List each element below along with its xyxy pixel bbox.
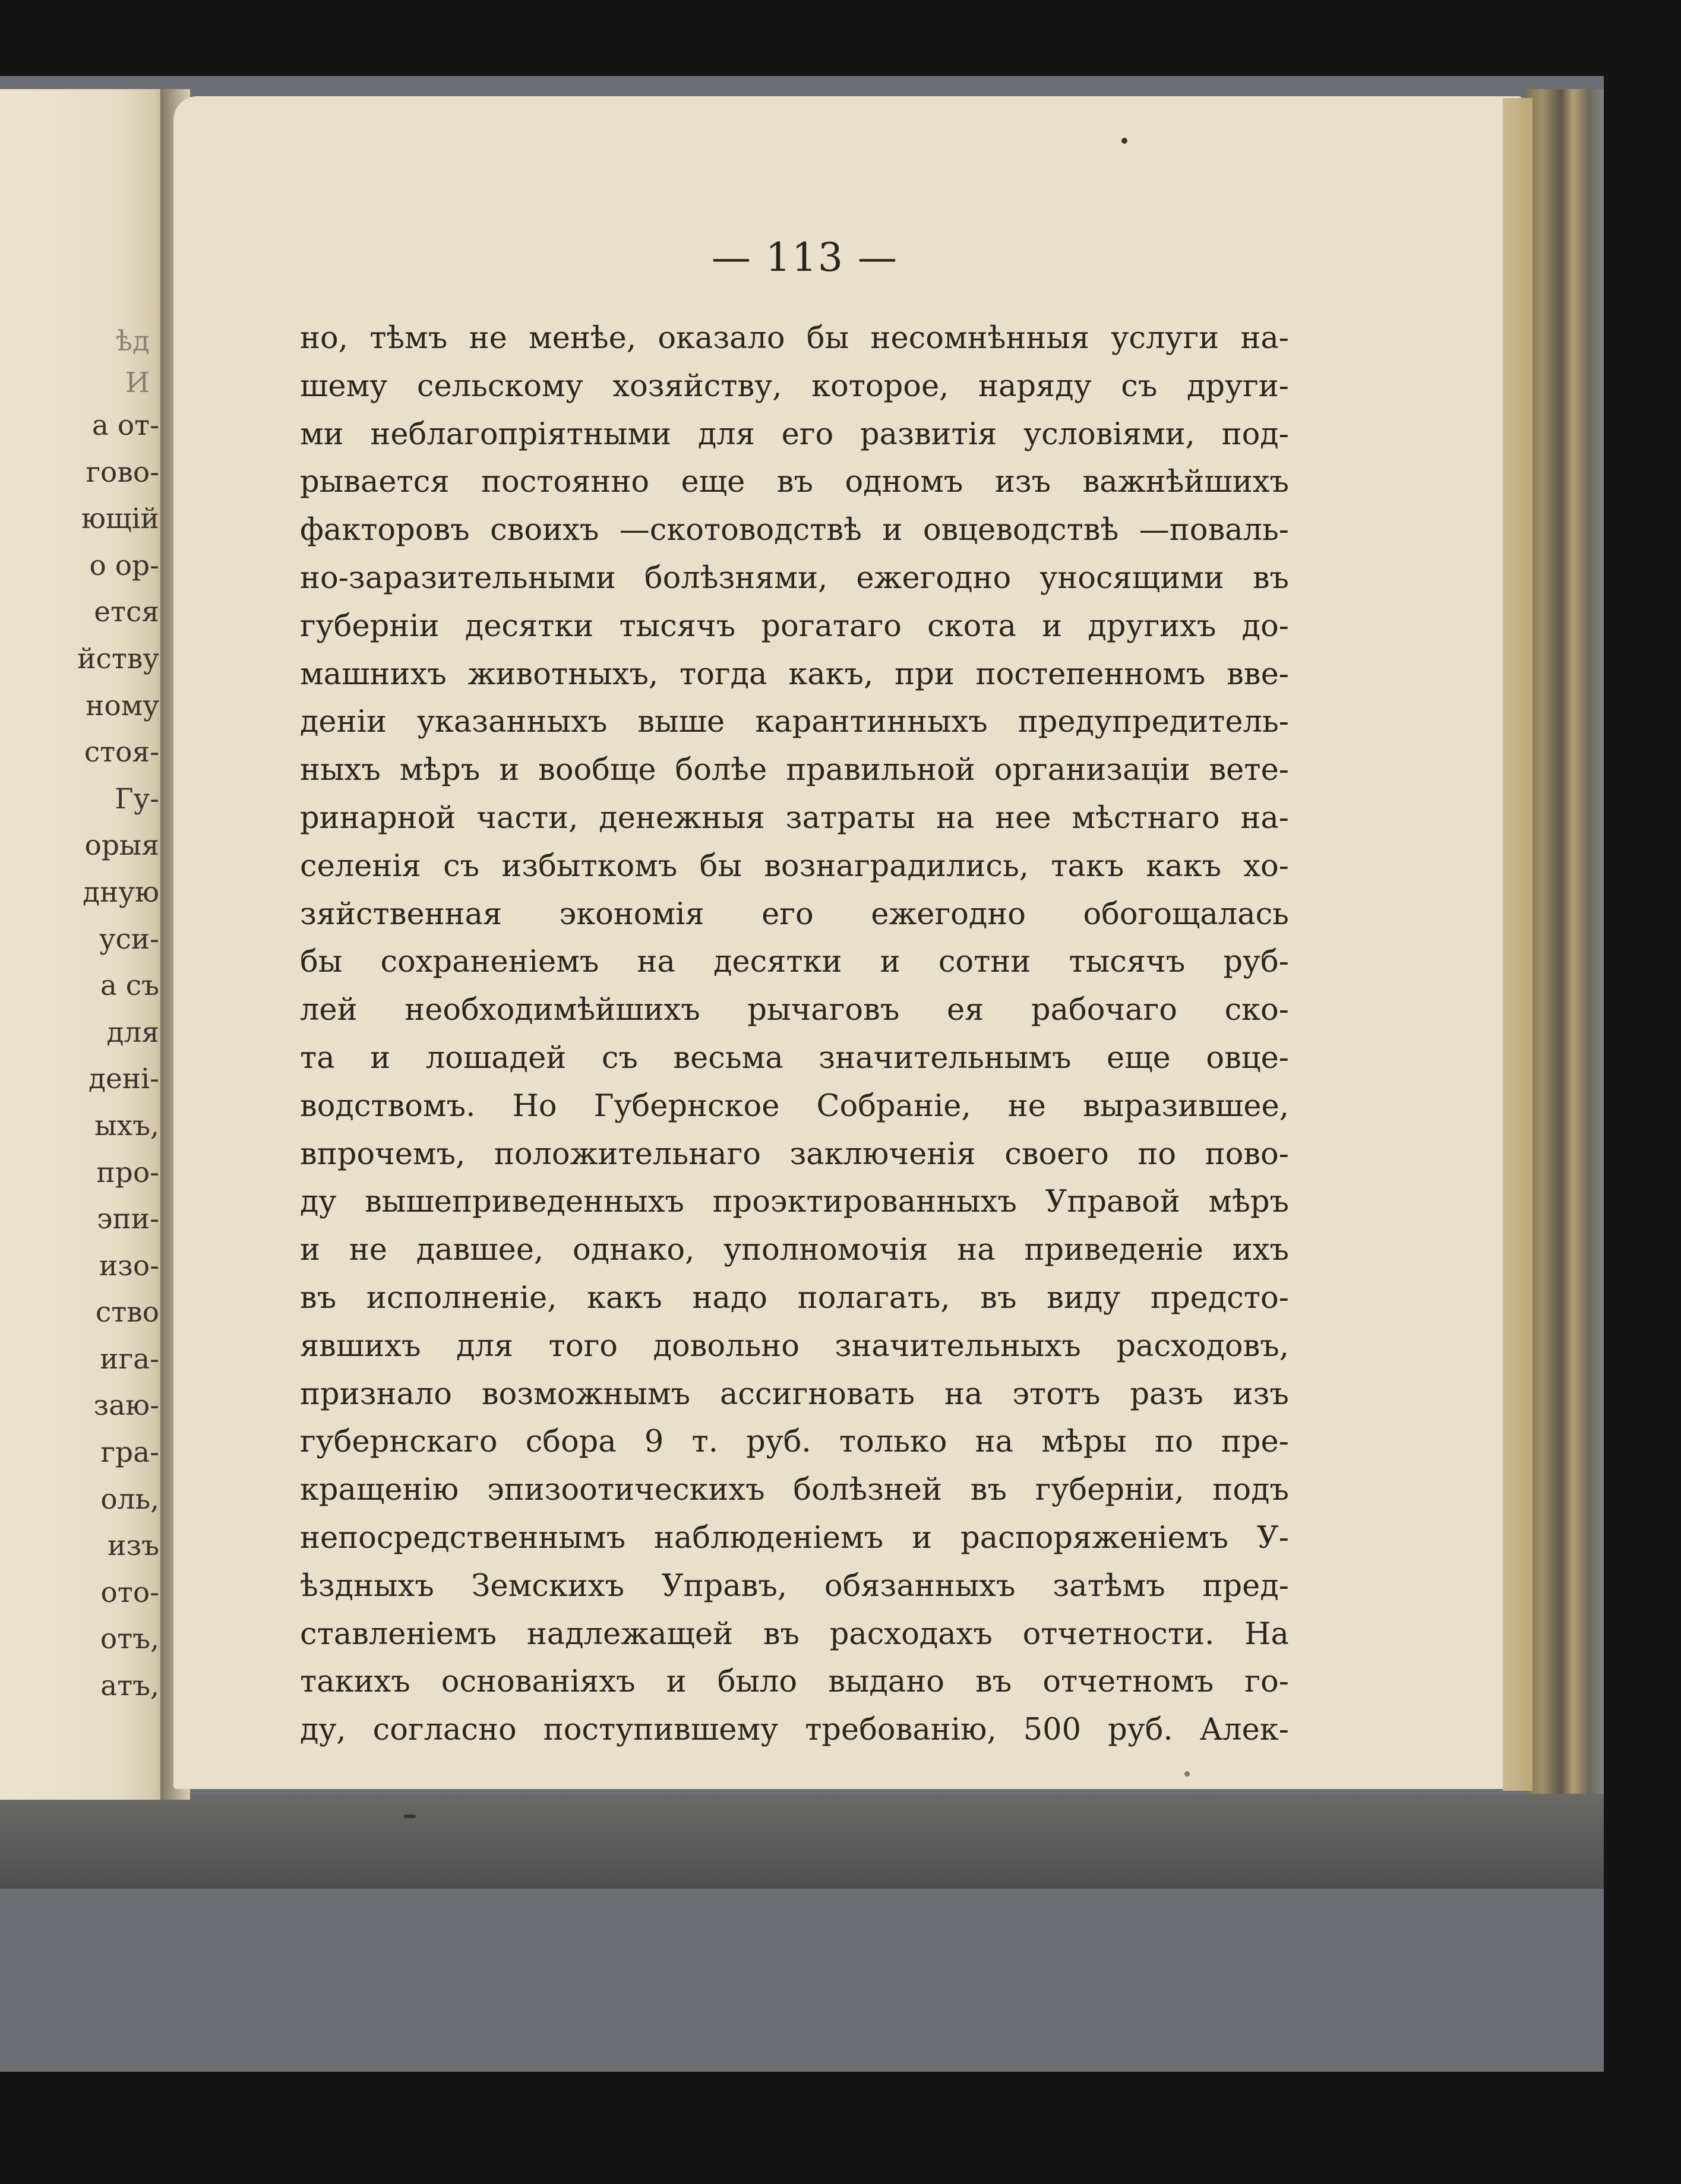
left-page-line: эпи- [97, 1203, 159, 1236]
left-page-line: ство [95, 1296, 159, 1329]
text-line [300, 1131, 1289, 1179]
word: важнѣйшихъ [1082, 464, 1289, 500]
word: расходовъ, [1116, 1328, 1289, 1364]
word: какъ, [788, 656, 874, 692]
word: болѣе [675, 753, 767, 788]
word: согласно [372, 1712, 517, 1748]
word: для [456, 1328, 514, 1364]
word: признало [300, 1376, 452, 1412]
left-page-line: дені- [89, 1063, 159, 1096]
word: овцеводствѣ [922, 513, 1119, 548]
word: возможнымъ [481, 1376, 691, 1412]
word: въ [970, 1472, 1007, 1508]
word: какъ [587, 1280, 662, 1316]
word: вве- [1227, 656, 1289, 692]
word: подъ [1212, 1472, 1289, 1508]
word: губерніи [300, 608, 440, 644]
word: въ [763, 1616, 800, 1652]
word: хозяйству, [612, 368, 782, 404]
word: обязанныхъ [824, 1568, 1016, 1604]
text-line [300, 1083, 1289, 1131]
word: приведеніе [1024, 1232, 1203, 1268]
word: ея [946, 993, 984, 1028]
word: Но [512, 1088, 557, 1124]
word: при [895, 656, 955, 692]
left-page-line: а съ [100, 969, 159, 1003]
word: тѣмъ [369, 321, 448, 356]
text-line [300, 1515, 1289, 1563]
word: одномъ [845, 464, 963, 500]
word: сохраненіемъ [380, 944, 599, 980]
word: рычаговъ [747, 993, 900, 1028]
word: наряду [978, 368, 1092, 404]
word: выдано [828, 1664, 945, 1700]
word: постепенномъ [975, 656, 1206, 692]
word: болѣзнями, [644, 560, 828, 596]
text-line [300, 603, 1289, 651]
word: и [882, 513, 903, 548]
word: на- [1240, 321, 1289, 356]
word: его [781, 416, 834, 452]
word: непосредственнымъ [300, 1520, 626, 1556]
word: деніи [300, 704, 387, 740]
word: услуги [1111, 321, 1219, 356]
word: На [1244, 1616, 1289, 1652]
word: организаціи [994, 753, 1190, 788]
word: лей [300, 993, 358, 1028]
word: Земскихъ [471, 1568, 624, 1604]
text-line [300, 363, 1289, 411]
word: губерніи, [1035, 1472, 1184, 1508]
text-line [300, 795, 1289, 843]
word: ежегодно [856, 560, 1012, 596]
word: для [697, 416, 755, 452]
word: другихъ [1088, 608, 1216, 644]
word: хо- [1243, 848, 1289, 884]
text-line [300, 698, 1289, 747]
word: необходимѣйшихъ [405, 993, 700, 1028]
word: пред- [1202, 1568, 1289, 1604]
text-line [300, 938, 1289, 987]
word: бы [806, 321, 849, 356]
left-page-line: орыя [84, 829, 159, 862]
word: до- [1241, 608, 1289, 644]
ink-speck [1184, 1771, 1190, 1777]
word: ско- [1224, 993, 1289, 1028]
word: руб. [1108, 1712, 1173, 1748]
word: несомнѣнныя [870, 321, 1090, 356]
word: которое, [811, 368, 949, 404]
word: ставленіемъ [300, 1616, 497, 1652]
word: исполненіе, [366, 1280, 557, 1316]
word: того [548, 1328, 618, 1364]
left-page-line: ыхъ, [94, 1109, 159, 1142]
word: уносящими [1039, 560, 1224, 596]
word: и [1042, 608, 1063, 644]
word: значительнымъ [819, 1040, 1072, 1076]
word: рывается [300, 464, 450, 500]
word: не [469, 321, 507, 356]
word: весьма [673, 1040, 783, 1076]
word: въ [975, 1664, 1012, 1700]
word: и [499, 753, 520, 788]
word: ѣздныхъ [300, 1568, 434, 1604]
word: т. [691, 1424, 718, 1460]
word: мѣръ [1208, 1184, 1289, 1220]
word: указанныхъ [416, 704, 608, 740]
word: машнихъ [300, 656, 447, 692]
word: бы [699, 848, 742, 884]
page-body-text [300, 315, 1289, 1755]
word: десятки [465, 608, 594, 644]
word: эпизоотическихъ [487, 1472, 765, 1508]
word: ныхъ [300, 753, 381, 788]
word: съ [443, 848, 480, 884]
text-line [300, 1658, 1289, 1706]
word: по [1155, 1424, 1193, 1460]
word: въ [980, 1280, 1017, 1316]
word: рогатаго [761, 608, 902, 644]
word: по [1137, 1136, 1177, 1172]
word: и [300, 1232, 320, 1268]
left-page-line: изъ [108, 1529, 159, 1563]
word: под- [1221, 416, 1289, 452]
word: кращенію [300, 1472, 459, 1508]
page-fore-edge [1527, 89, 1604, 1794]
word: лошадей [425, 1040, 567, 1076]
word: сотни [938, 944, 1031, 980]
word: проэктированныхъ [712, 1184, 1017, 1220]
text-line [300, 651, 1289, 699]
word: и [666, 1664, 687, 1700]
word: было [717, 1664, 798, 1700]
word: расходахъ [829, 1616, 993, 1652]
word: явшихъ [300, 1328, 421, 1364]
word: полагать, [797, 1280, 950, 1316]
word: развитія [860, 416, 997, 452]
word: и [912, 1520, 933, 1556]
text-line [300, 1563, 1289, 1611]
word: Собраніе, [816, 1088, 971, 1124]
word: затѣмъ [1053, 1568, 1165, 1604]
left-page-line: атъ, [100, 1670, 159, 1703]
word: сбора [525, 1424, 617, 1460]
word: Управъ, [661, 1568, 788, 1604]
word: оказало [658, 321, 785, 356]
word: тысячъ [619, 608, 736, 644]
left-page-line: ется [94, 596, 159, 629]
word: но, [300, 321, 348, 356]
page-number: — 113 — [712, 235, 898, 280]
text-line [300, 507, 1289, 555]
text-line [300, 1178, 1289, 1227]
word: предупредитель- [1018, 704, 1289, 740]
word: части, [476, 800, 579, 836]
text-line [300, 987, 1289, 1035]
word: постоянно [481, 464, 650, 500]
left-page-line: дную [83, 876, 159, 909]
word: выразившее, [1083, 1088, 1289, 1124]
word: но-заразительными [300, 560, 616, 596]
text-line [300, 1227, 1289, 1275]
text-line [300, 1035, 1289, 1083]
word: скота [927, 608, 1016, 644]
word: еще [681, 464, 745, 500]
word: вообще [538, 753, 656, 788]
word: не [1007, 1088, 1046, 1124]
word: Губернское [593, 1088, 780, 1124]
ink-speck [404, 1815, 416, 1818]
word: наблюденіемъ [654, 1520, 884, 1556]
left-page-line: Гу- [115, 782, 159, 816]
word: десятки [713, 944, 842, 980]
word: шему [300, 368, 388, 404]
left-page-line: ига- [100, 1342, 159, 1376]
text-line [300, 411, 1289, 459]
word: изъ [1233, 1376, 1289, 1412]
word: го- [1244, 1664, 1289, 1700]
word: выше [637, 704, 725, 740]
word: впрочемъ, [300, 1136, 466, 1172]
left-page-line: заю- [93, 1389, 159, 1423]
left-page-line: ющій [81, 502, 159, 536]
word: своего [1004, 1136, 1109, 1172]
word: отчетномъ [1042, 1664, 1214, 1700]
word: У- [1256, 1520, 1289, 1556]
right-page-edge [1503, 98, 1533, 1791]
word: уполномочія [723, 1232, 928, 1268]
text-line [300, 1275, 1289, 1323]
word: ду, [300, 1712, 346, 1748]
word: и [370, 1040, 391, 1076]
word: ассигновать [720, 1376, 915, 1412]
word: съ [601, 1040, 638, 1076]
left-page-line: о ор- [89, 549, 159, 582]
word: ми [300, 416, 344, 452]
text-line [300, 1323, 1289, 1371]
word: на- [1240, 800, 1289, 836]
left-page-line: гово- [86, 456, 159, 489]
word: губернскаго [300, 1424, 498, 1460]
word: его [761, 896, 814, 932]
word: Алек- [1199, 1712, 1289, 1748]
word: не [349, 1232, 387, 1268]
word: такъ [1051, 848, 1124, 884]
left-page-line: гра- [100, 1436, 159, 1469]
word: условіями, [1023, 416, 1195, 452]
word: обогощалась [1083, 896, 1289, 932]
text-line [300, 1418, 1289, 1466]
text-line [300, 1371, 1289, 1419]
word: неблагопріятными [370, 416, 672, 452]
word: избыткомъ [501, 848, 678, 884]
word: разъ [1130, 1376, 1203, 1412]
book-cover-bottom-edge [0, 1794, 1604, 1889]
left-page-top-fragment: ѣд И [115, 325, 150, 399]
word: та [300, 1040, 335, 1076]
word: на [936, 800, 975, 836]
word: затраты [785, 800, 915, 836]
word: правильной [786, 753, 975, 788]
left-page-line: изо- [99, 1249, 159, 1282]
word: своихъ [490, 513, 599, 548]
word: положительнаго [494, 1136, 761, 1172]
left-page-line: отъ, [100, 1623, 159, 1656]
word: руб. [746, 1424, 811, 1460]
word: ду [300, 1184, 337, 1220]
word: довольно [653, 1328, 800, 1364]
word: значительныхъ [835, 1328, 1081, 1364]
left-page-line: стоя- [84, 736, 159, 769]
word: изъ [994, 464, 1051, 500]
word: еще [1107, 1040, 1171, 1076]
word: только [839, 1424, 947, 1460]
text-line [300, 747, 1289, 795]
left-page-line: оль, [100, 1483, 159, 1516]
word: овце- [1206, 1040, 1289, 1076]
text-line [300, 1611, 1289, 1659]
word: вышеприведенныхъ [365, 1184, 684, 1220]
word: предсто- [1150, 1280, 1289, 1316]
word: нее [995, 800, 1051, 836]
word: мѣры [1041, 1424, 1127, 1460]
word: водствомъ. [300, 1088, 476, 1124]
word: распоряженіемъ [960, 1520, 1228, 1556]
word: виду [1047, 1280, 1121, 1316]
word: други- [1186, 368, 1289, 404]
word: Управой [1045, 1184, 1180, 1220]
word: ринарной [300, 800, 456, 836]
word: въ [1252, 560, 1289, 596]
word: на [975, 1424, 1014, 1460]
word: денежныя [599, 800, 765, 836]
word: надлежащей [526, 1616, 734, 1652]
word: основаніяхъ [441, 1664, 636, 1700]
word: однако, [573, 1232, 695, 1268]
left-page-line: а от- [91, 409, 159, 442]
word: менѣе, [529, 321, 637, 356]
text-line [300, 891, 1289, 939]
word: рабочаго [1031, 993, 1177, 1028]
word: на [637, 944, 675, 980]
ink-speck [1121, 138, 1127, 144]
word: животныхъ, [467, 656, 659, 692]
word: поступившему [543, 1712, 779, 1748]
word: съ [1121, 368, 1158, 404]
word: селенія [300, 848, 421, 884]
word: мѣстнаго [1072, 800, 1220, 836]
word: экономія [559, 896, 704, 932]
word: болѣзней [793, 1472, 942, 1508]
word: тогда [680, 656, 767, 692]
word: въ [300, 1280, 337, 1316]
word: пово- [1205, 1136, 1289, 1172]
left-page-line: уси- [99, 922, 159, 956]
word: факторовъ [300, 513, 470, 548]
word: 9 [644, 1424, 664, 1460]
left-page-line: про- [96, 1156, 159, 1189]
word: отчетности. [1022, 1616, 1215, 1652]
word: ежегодно [871, 896, 1026, 932]
word: вете- [1209, 753, 1289, 788]
word: карантинныхъ [755, 704, 988, 740]
word: зяйственная [300, 896, 503, 932]
word: заключенія [789, 1136, 976, 1172]
left-page-line: йству [77, 642, 159, 675]
word: руб- [1223, 944, 1289, 980]
word: ихъ [1232, 1232, 1289, 1268]
left-page-line: ному [86, 689, 159, 722]
word: пре- [1221, 1424, 1289, 1460]
word: на [944, 1376, 983, 1412]
left-page-text-column [0, 403, 159, 1710]
text-line [300, 315, 1289, 363]
text-line [300, 555, 1289, 603]
text-line [300, 459, 1289, 507]
word: вознаградились, [764, 848, 1029, 884]
text-line [300, 1466, 1289, 1515]
word: давшее, [416, 1232, 544, 1268]
left-page-line: ото- [100, 1576, 159, 1609]
word: —поваль- [1139, 513, 1289, 548]
word: какъ [1146, 848, 1222, 884]
word: требованію, [805, 1712, 997, 1748]
word: въ [776, 464, 813, 500]
word: тысячъ [1069, 944, 1186, 980]
text-line [300, 843, 1289, 891]
word: такихъ [300, 1664, 410, 1700]
word: мѣръ [399, 753, 481, 788]
text-line [300, 1706, 1289, 1755]
left-page-line: для [106, 1016, 159, 1049]
word: 500 [1023, 1712, 1082, 1748]
word: этотъ [1012, 1376, 1101, 1412]
word: на [957, 1232, 996, 1268]
word: бы [300, 944, 343, 980]
left-facing-page [0, 89, 168, 1800]
word: и [880, 944, 900, 980]
word: —скотоводствѣ [619, 513, 862, 548]
word: сельскому [416, 368, 583, 404]
word: надо [692, 1280, 767, 1316]
